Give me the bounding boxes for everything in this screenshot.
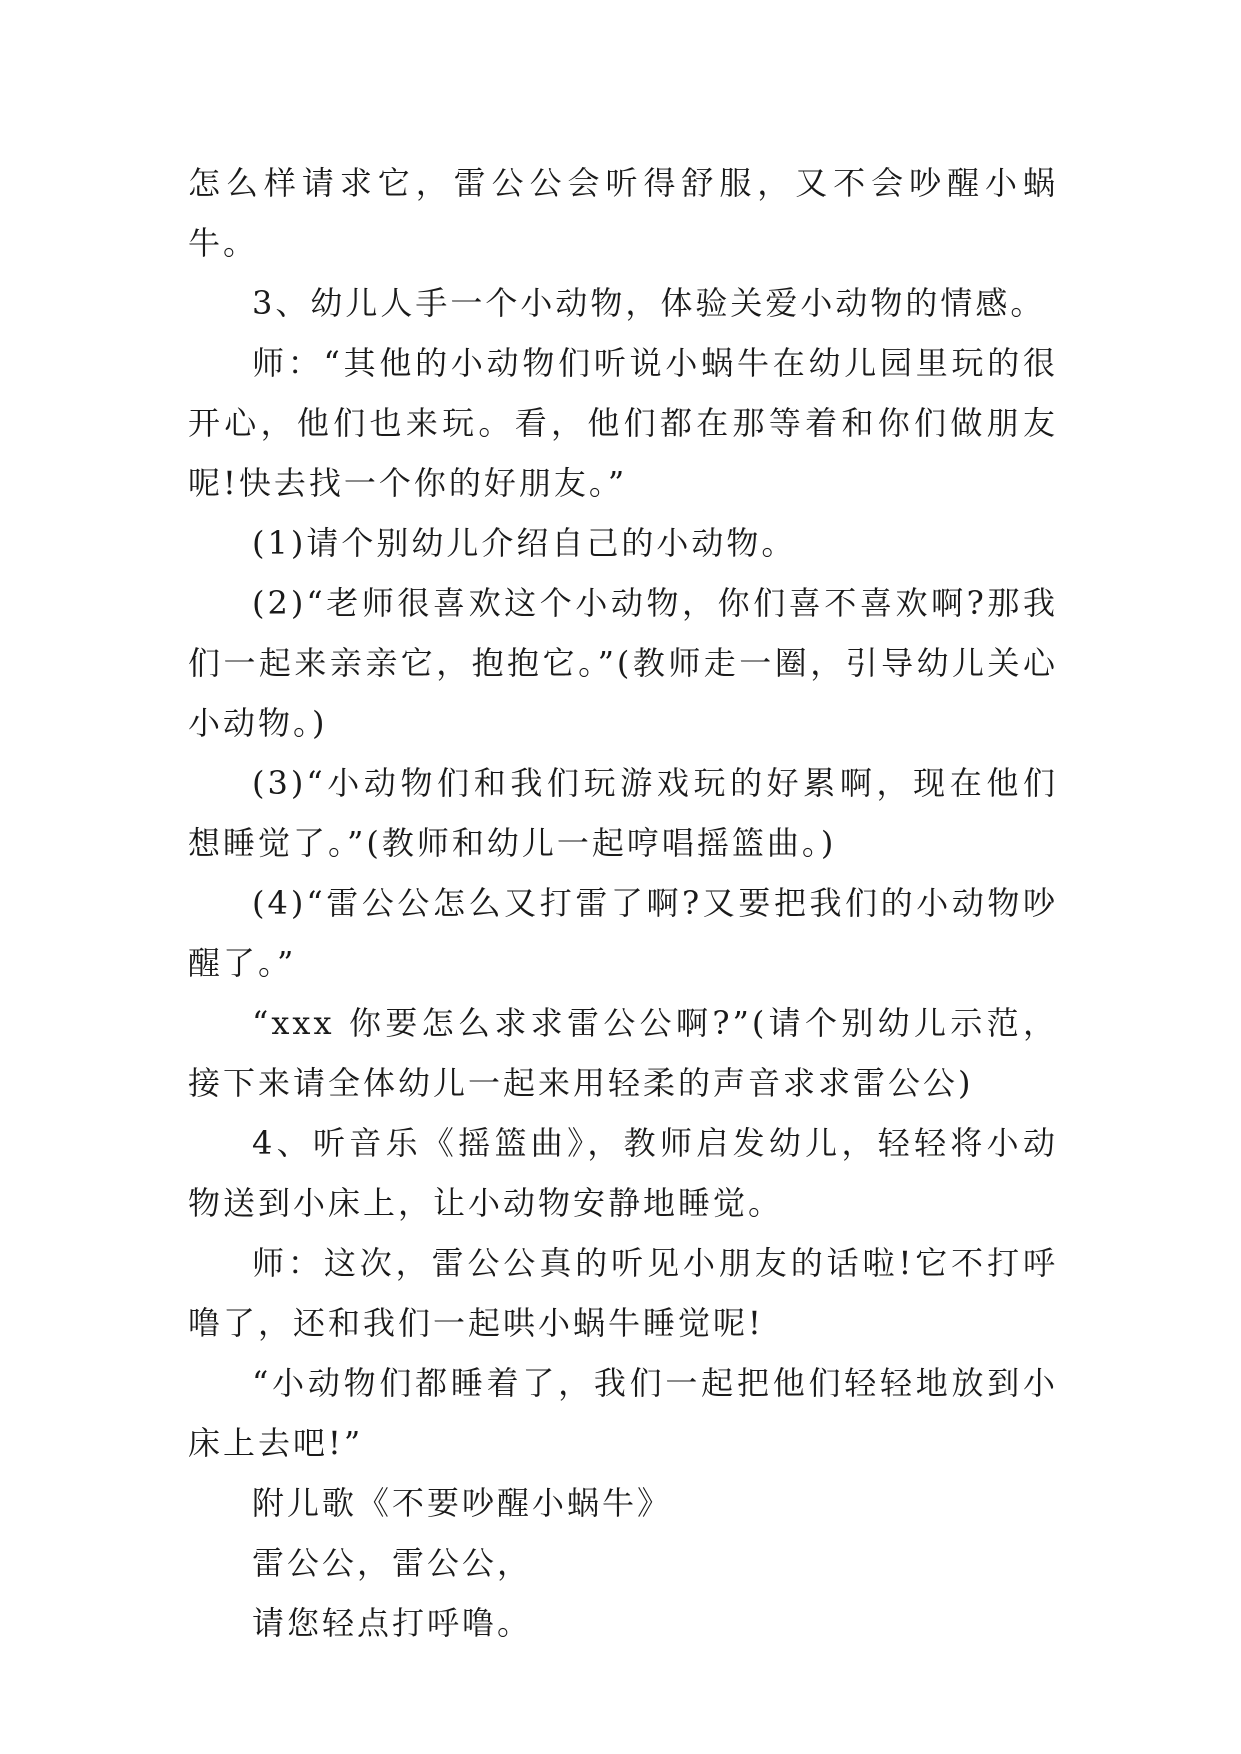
paragraph-6: (3)“小动物们和我们玩游戏玩的好累啊，现在他们想睡觉了。”(教师和幼儿一起哼唱摇篮曲。) (188, 764, 1058, 862)
paragraph-2: 3、幼儿人手一个小动物，体验关爱小动物的情感。 (252, 284, 1046, 322)
paragraph-1: 怎么样请求它，雷公公会听得舒服，又不会吵醒小蜗牛。 (188, 164, 1058, 262)
paragraph-11: “小动物们都睡着了，我们一起把他们轻轻地放到小床上去吧!” (188, 1364, 1058, 1462)
poem-title: 附儿歌《不要吵醒小蜗牛》 (252, 1484, 673, 1522)
paragraph-8: “xxx 你要怎么求求雷公公啊?”(请个别幼儿示范，接下来请全体幼儿一起来用轻柔的声音求求雷公公) (188, 1004, 1058, 1102)
paragraph-3: 师：“其他的小动物们听说小蜗牛在幼儿园里玩的很开心，他们也来玩。看，他们都在那等着和你们做朋友呢!快去找一个你的好朋友。” (188, 344, 1058, 502)
document-body (188, 153, 1058, 1653)
paragraph-10: 师：这次，雷公公真的听见小朋友的话啦!它不打呼噜了，还和我们一起哄小蜗牛睡觉呢! (188, 1244, 1058, 1342)
paragraph-9: 4、听音乐《摇篮曲》，教师启发幼儿，轻轻将小动物送到小床上，让小动物安静地睡觉。 (188, 1124, 1058, 1222)
paragraph-7: (4)“雷公公怎么又打雷了啊?又要把我们的小动物吵醒了。” (188, 884, 1058, 982)
poem-line-2: 请您轻点打呼噜。 (252, 1604, 533, 1642)
paragraph-4: (1)请个别幼儿介绍自己的小动物。 (252, 524, 797, 562)
poem-line-1: 雷公公，雷公公， (252, 1544, 533, 1582)
paragraph-5: (2)“老师很喜欢这个小动物，你们喜不喜欢啊?那我们一起来亲亲它，抱抱它。”(教师走一圈，引导幼儿关心小动物。) (188, 584, 1058, 742)
